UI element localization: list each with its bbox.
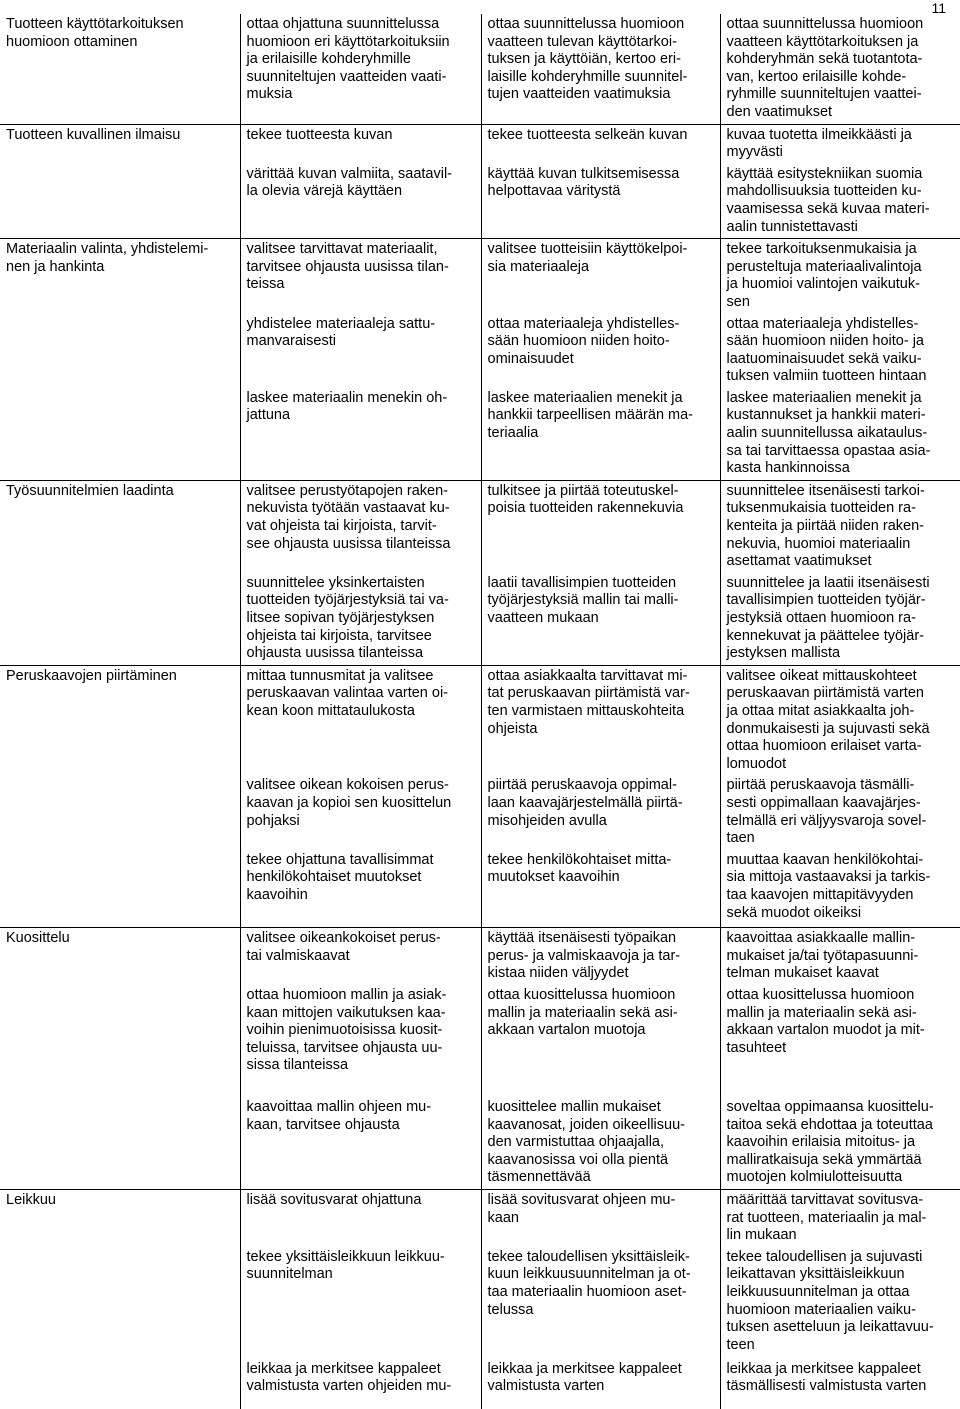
criteria-cell-level-3 [720,388,960,480]
criteria-cell-level-3 [720,314,960,388]
topic-label: Peruskaavojen piirtäminen [6,667,177,684]
criteria-text: suunnittelee yksinkertaisten tuotteiden työjärjestyksiä tai va- litsee sopivan työjärjestyksen ohjeista tai kirjoista, tarvitsee ohjausta uusissa tilanteissa [246,574,449,662]
criteria-cell-level-3 [720,928,960,985]
criteria-text: tekee ohjattuna tavallisimmat henkilökohtaiset muutokset kaavoihin [246,851,434,903]
criteria-cell-level-1 [240,239,481,314]
criteria-text: ottaa materiaaleja yhdistelles- sään huomioon niiden hoito- ja laatuominaisuudet sekä vaiku- tuksen valmiin tuotteen hintaan [726,315,927,385]
topic-cell [0,14,240,124]
criteria-text: valitsee oikean kokoisen perus- kaavan ja kopioi sen kuosittelun pohjaksi [246,777,452,829]
topic-cell [0,928,240,1190]
criteria-cell-level-1 [240,850,481,928]
topic-label: Tuotteen kuvallinen ilmaisu [6,126,181,143]
criteria-row [0,928,960,985]
criteria-cell-level-2 [481,775,720,849]
criteria-text: tekee henkilökohtaiset mitta- muutokset kaavoihin [487,851,672,886]
criteria-cell-level-3 [720,164,960,239]
criteria-cell-level-3 [720,850,960,928]
criteria-cell-level-1 [240,388,481,480]
criteria-cell-level-1 [240,775,481,849]
criteria-cell-level-2 [481,1247,720,1359]
topic-cell [0,239,240,481]
criteria-text: piirtää peruskaavoja oppimal- laan kaavajärjestelmällä piirtä- misohjeiden avulla [487,777,683,829]
criteria-cell-level-3 [720,775,960,849]
criteria-text: ottaa huomioon mallin ja asiak- kaan mittojen vaikutuksen kaa- voihin pienimuotoisissa kuosit- teluissa, tarvitsee ohjausta uu- sissa tilanteissa [246,987,447,1074]
criteria-text: tekee tarkoituksenmukaisia ja perusteltuja materiaalivalintoja ja huomioi valintojen vaikutuk- sen [726,241,922,310]
topic-label: Leikkuu [6,1191,56,1208]
criteria-text: lisää sovitusvarat ohjattuna [246,1191,422,1208]
assessment-criteria-table [0,14,960,1409]
criteria-cell-level-2 [481,1359,720,1409]
criteria-cell-level-2 [481,1189,720,1246]
criteria-cell-level-1 [240,1359,481,1409]
criteria-text: tekee taloudellisen ja sujuvasti leikattavan yksittäisleikkuun leikkuusuunnitelman ja ottaa huomioon materiaalien vaiku- tuksen asetteluun ja leikattavuu- teen [726,1248,934,1353]
criteria-cell-level-3 [720,124,960,164]
criteria-row [0,124,960,164]
criteria-text: leikkaa ja merkitsee kappaleet valmistusta varten ohjeiden mu- [246,1360,452,1395]
criteria-text: muuttaa kaavan henkilökohtai- sia mittoja vastaavaksi ja tarkis- taa kaavojen mittapitävyyden sekä muodot oikeiksi [726,851,931,921]
criteria-text: ottaa suunnittelussa huomioon vaatteen tulevan käyttötarkoi- tuksen ja käyttöiän, kertoo eri- laisille kohderyhmille suunnitel- tujen vaatteiden vaatimuksia [487,16,688,103]
criteria-cell-level-3 [720,239,960,314]
criteria-row [0,1189,960,1246]
criteria-text: värittää kuvan valmiita, saatavil- la olevia värejä käyttäen [246,165,452,200]
criteria-text: kuvaa tuotetta ilmeikkäästi ja myyvästi [726,126,912,161]
criteria-cell-level-2 [481,480,720,572]
criteria-text: yhdistelee materiaaleja sattu- manvaraisesti [246,315,436,350]
criteria-cell-level-1 [240,985,481,1097]
topic-cell [0,124,240,239]
criteria-cell-level-3 [720,480,960,572]
criteria-text: kaavoittaa asiakkaalle mallin- mukaiset ja/tai työtapasuunni- telman mukaiset kaavat [726,930,919,982]
criteria-text: valitsee tuotteisiin käyttökelpoi- sia materiaaleja [487,241,688,275]
criteria-text: tekee tuotteesta selkeän kuvan [487,126,688,143]
topic-label: Materiaalin valinta, yhdistelemi- nen ja hankinta [6,241,209,275]
criteria-text: leikkaa ja merkitsee kappaleet täsmällisesti valmistusta varten [726,1360,927,1395]
criteria-text: kaavoittaa mallin ohjeen mu- kaan, tarvitsee ohjausta [246,1099,432,1133]
criteria-row [0,665,960,775]
criteria-text: tekee yksittäisleikkuun leikkuu- suunnitelman [246,1248,445,1283]
criteria-text: käyttää kuvan tulkitsemisessa helpottavaa väritystä [487,165,680,200]
criteria-cell-level-2 [481,124,720,164]
topic-cell [0,480,240,665]
topic-label: Työsuunnitelmien laadinta [6,482,174,499]
criteria-cell-level-3 [720,665,960,775]
criteria-text: ottaa materiaaleja yhdistelles- sään huomioon niiden hoito- ominaisuudet [487,315,680,367]
criteria-text: määrittää tarvittavat sovitusva- rat tuotteen, materiaalin ja mal- lin mukaan [726,1191,927,1244]
criteria-text: ottaa suunnittelussa huomioon vaatteen käyttötarkoituksen ja kohderyhmän sekä tuotantota- van, kertoo erilaisille kohde- ryhmille suunniteltujen vaattei- den vaatimukset [726,16,924,120]
criteria-text: piirtää peruskaavoja täsmälli- sesti oppimallaan kaavajärjes- telmällä eri väljyysvaroja sovel- taen [726,777,927,847]
criteria-cell-level-1 [240,1097,481,1189]
criteria-cell-level-1 [240,314,481,388]
criteria-cell-level-1 [240,928,481,985]
criteria-text: leikkaa ja merkitsee kappaleet valmistusta varten [487,1360,682,1395]
criteria-cell-level-1 [240,573,481,665]
criteria-cell-level-1 [240,1247,481,1359]
criteria-text: tulkitsee ja piirtää toteutuskel- poisia tuotteiden rakennekuvia [487,482,684,517]
topic-cell [0,665,240,927]
criteria-text: valitsee oikeat mittauskohteet peruskaavan piirtämistä varten ja ottaa mitat asiakkaalta joh- donmukaisesti ja sujuvasti sekä ottaa huomioon erilaiset varta- lomuodot [726,667,930,772]
criteria-text: ottaa ohjattuna suunnittelussa huomioon eri käyttötarkoituksiin ja erilaisille kohderyhmille suunniteltujen vaatteiden vaati- muksia [246,16,450,103]
criteria-cell-level-2 [481,388,720,480]
topic-label: Tuotteen käyttötarkoituksen huomioon ottaminen [6,16,184,50]
criteria-cell-level-3 [720,14,960,124]
criteria-cell-level-1 [240,164,481,239]
criteria-cell-level-3 [720,1097,960,1189]
criteria-cell-level-1 [240,480,481,572]
criteria-cell-level-2 [481,14,720,124]
criteria-text: laskee materiaalin menekin oh- jattuna [246,389,448,424]
criteria-text: kuosittelee mallin mukaiset kaavanosat, joiden oikeellisuu- den varmistuttaa ohjaajalla, kaavanosissa voi olla pientä täsmennettävää [487,1099,685,1186]
criteria-row [0,239,960,314]
criteria-text: laskee materiaalien menekit ja hankkii tarpeellisen määrän ma- teriaalia [487,389,694,442]
criteria-text: ottaa kuosittelussa huomioon mallin ja materiaalin sekä asi- akkaan vartalon muodot ja mit- tasuhteet [726,987,925,1056]
criteria-cell-level-2 [481,1097,720,1189]
criteria-text: ottaa asiakkaalta tarvittavat mi- tat peruskaavan piirtämistä var- ten varmistaen mittauskohteita ohjeista [487,667,690,737]
criteria-cell-level-2 [481,850,720,928]
criteria-cell-level-1 [240,1189,481,1246]
criteria-cell-level-2 [481,985,720,1097]
topic-label: Kuosittelu [6,930,70,947]
criteria-cell-level-2 [481,573,720,665]
criteria-text: käyttää esitystekniikan suomia mahdollisuuksia tuotteiden ku- vaamisessa sekä kuvaa materi- aalin tunnistettavasti [726,165,930,235]
criteria-text: suunnittelee ja laatii itsenäisesti tavallisimpien tuotteiden työjär- jestyksiä ottaen huomioon ra- kennekuvat ja päättelee työjär- jestyksen mallista [726,574,930,662]
topic-cell [0,1189,240,1408]
criteria-text: laatii tavallisimpien tuotteiden työjärjestyksiä mallin tai malli- vaatteen mukaan [487,574,679,626]
criteria-cell-level-2 [481,314,720,388]
criteria-text: laskee materiaalien menekit ja kustannukset ja hankkii materi- aalin suunnitellussa aikataulus- sa tai tarvittaessa opastaa asia- kasta hankinnoissa [726,389,931,477]
criteria-cell-level-1 [240,14,481,124]
criteria-cell-level-2 [481,164,720,239]
criteria-text: valitsee tarvittavat materiaalit, tarvitsee ohjausta uusissa tilan- teissa [246,241,449,293]
criteria-cell-level-2 [481,239,720,314]
criteria-cell-level-2 [481,928,720,985]
criteria-text: tekee taloudellisen yksittäisleik- kuun leikkuusuunnitelman ja ot- taa materiaalin huomioon aset- telussa [487,1248,691,1318]
criteria-cell-level-3 [720,1189,960,1246]
criteria-cell-level-1 [240,124,481,164]
criteria-cell-level-3 [720,1247,960,1359]
criteria-text: valitsee oikeankokoiset perus- tai valmiskaavat [246,930,441,964]
criteria-text: tekee tuotteesta kuvan [246,126,393,143]
criteria-cell-level-1 [240,665,481,775]
criteria-text: ottaa kuosittelussa huomioon mallin ja materiaalin sekä asi- akkaan vartalon muotoja [487,987,678,1039]
criteria-text: suunnittelee itsenäisesti tarkoi- tuksenmukaisia tuotteiden ra- kenteita ja piirtää niiden raken- nekuvia, huomioi materiaalin asettamat vaatimukset [726,482,925,570]
criteria-text: lisää sovitusvarat ohjeen mu- kaan [487,1191,676,1226]
criteria-text: valitsee perustyötapojen raken- nekuvista työtään vastaavat ku- vat ohjeista tai kirjoista, tarvit- see ohjausta uusissa tilanteissa [246,482,451,552]
criteria-cell-level-3 [720,985,960,1097]
criteria-text: mittaa tunnusmitat ja valitsee peruskaavan valintaa varten oi- kean koon mittataulukosta [246,667,449,719]
criteria-row [0,480,960,572]
criteria-cell-level-3 [720,573,960,665]
criteria-row [0,14,960,124]
criteria-cell-level-2 [481,665,720,775]
criteria-cell-level-3 [720,1359,960,1409]
criteria-text: soveltaa oppimaansa kuosittelu- taitoa sekä ehdottaa ja toteuttaa kaavoihin erilaisia mitoitus- ja malliratkaisuja sekä ymmärtää muotojen kolmiulotteisuutta [726,1099,934,1186]
page-number: 11 [931,0,946,16]
criteria-text: käyttää itsenäisesti työpaikan perus- ja valmiskaavoja ja tar- kistaa niiden väljyydet [487,930,681,982]
